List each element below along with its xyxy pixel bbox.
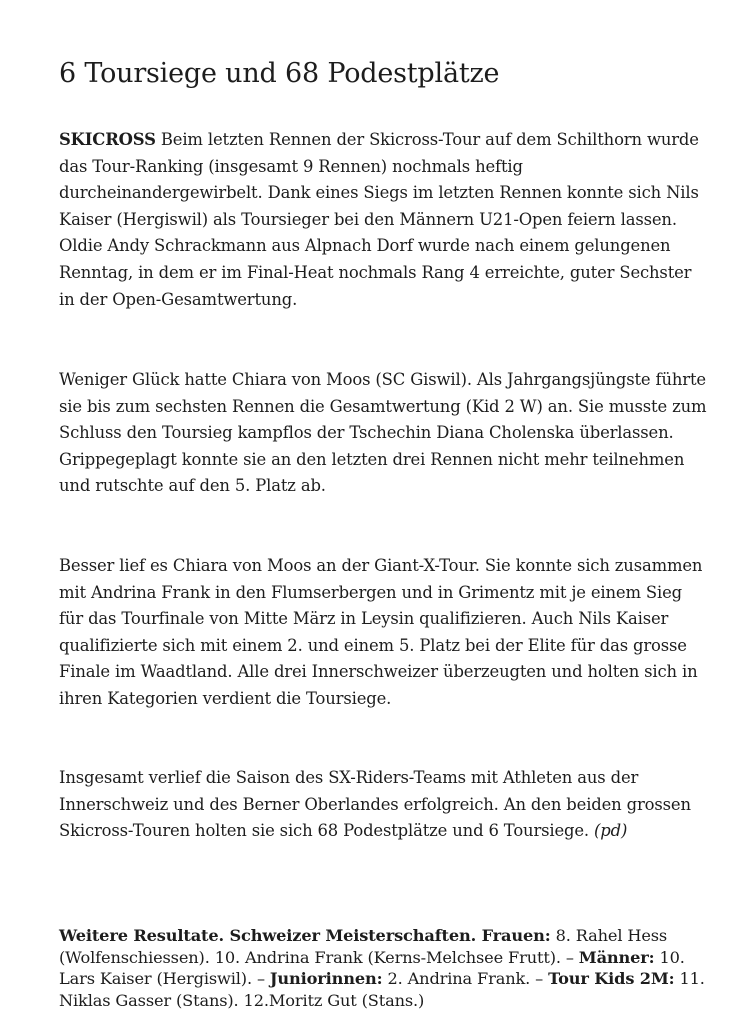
results-frauen: 8. Rahel Hess (Wolfenschiessen). 10. Andrina Frank (Kerns-Melchsee Frutt). – <box>59 926 668 967</box>
article-title: 6 Toursiege und 68 Podestplätze <box>59 58 500 89</box>
paragraph-season-text: Insgesamt verlief die Saison des SX-Riders-Teams mit Athleten aus der Innerschweiz und des Berner Oberlandes erfolgreich. An den beiden grossen Skicross-Touren holten sie sich 68 Podestplätze und 6 Toursiege. <box>59 768 691 841</box>
author-credit: (pd) <box>594 821 628 841</box>
results-kids-label: Tour Kids 2M: <box>548 969 675 988</box>
results-maenner: 10. Lars Kaiser (Hergiswil). – <box>59 947 685 988</box>
results-juniorinnen-label: Juniorinnen: <box>269 969 383 988</box>
paragraph-intro-text: Beim letzten Rennen der Skicross-Tour auf dem Schilthorn wurde das Tour-Ranking (insgesamt 9 Rennen) nochmals heftig durcheinandergewirbelt. Dank eines Siegs im letzten Rennen konnte sich Nils Kaiser (Hergiswil) als Toursieger bei den Männern U21-Open feiern lassen. Oldie Andy Schrackmann aus Alpnach Dorf wurde nach einem gelungenen Renntag, in dem er im Final-Heat nochmals Rang 4 erreichte, guter Sechster in der Open-Gesamtwertung. <box>59 130 699 309</box>
paragraph-season-summary <box>59 765 709 845</box>
results-maenner-label: Männer: <box>578 947 655 967</box>
results-paragraph <box>59 925 709 1011</box>
results-juniorinnen: 2. Andrina Frank. – <box>382 969 549 988</box>
results-kids: 11. Niklas Gasser (Stans). 12.Moritz Gut (Stans.) <box>59 969 705 1010</box>
paragraph-chiara-tour: Weniger Glück hatte Chiara von Moos (SC Giswil). Als Jahrgangsjüngste führte sie bis zum sechsten Rennen die Gesamtwertung (Kid 2 W) an. Sie musste zum Schluss den Toursieg kampflos der Tschechin Diana Cholenska überlassen. Grippegeplagt konnte sie an den letzten drei Rennen nicht mehr teilnehmen und rutschte auf den 5. Platz ab. <box>59 370 707 496</box>
section-label: SKICROSS <box>59 130 156 149</box>
results-heading: Weitere Resultate. Schweizer Meisterschaften. Frauen: <box>59 926 551 945</box>
paragraph-giant-x-tour: Besser lief es Chiara von Moos an der Giant-X-Tour. Sie konnte sich zusammen mit Andrina Frank in den Flumserbergen und in Grimentz mit je einem Sieg für das Tourfinale von Mitte März in Leysin qualifizieren. Auch Nils Kaiser qualifizierte sich mit einem 2. und einem 5. Platz bei der Elite für das grosse Finale im Waadtland. Alle drei Innerschweizer überzeugten und holten sich in ihren Kategorien verdient die Toursiege. <box>59 556 703 708</box>
paragraph-intro <box>59 127 709 313</box>
